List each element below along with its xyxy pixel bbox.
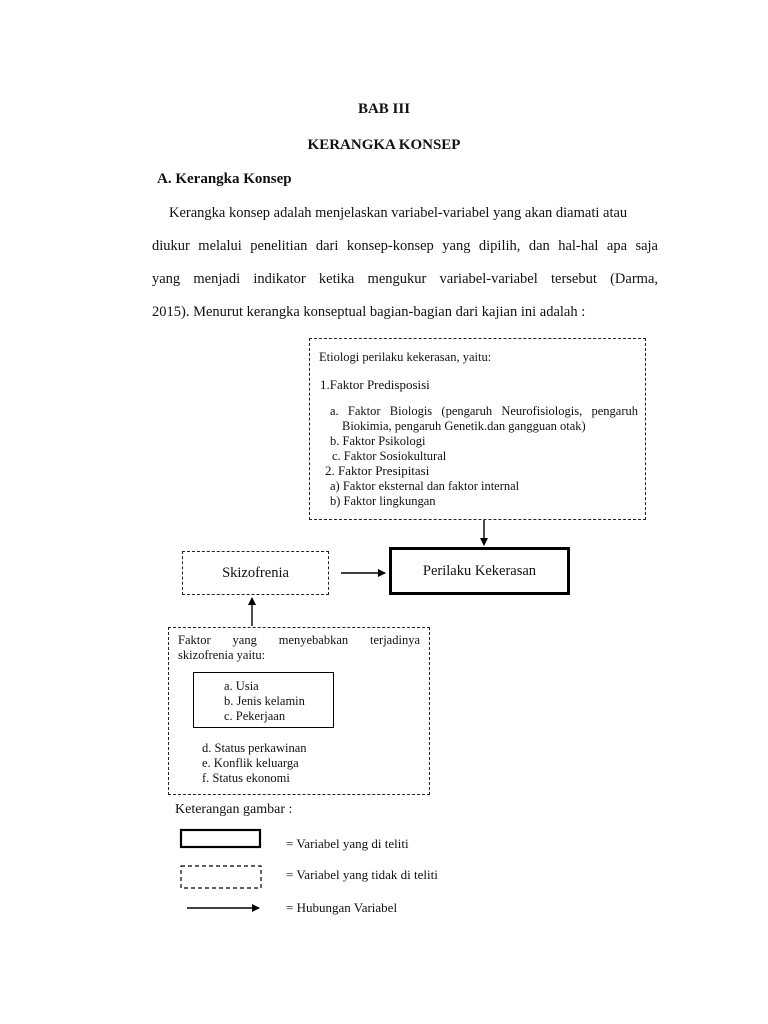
predisposing-item: Biokimia, pengaruh Genetik.dan gangguan otak): [342, 419, 586, 433]
etiology-intro: Etiologi perilaku kekerasan, yaitu:: [319, 350, 492, 364]
other-factor-item: f. Status ekonomi: [202, 771, 290, 785]
skizofrenia-box: Skizofrenia: [182, 551, 329, 595]
other-factor-item: e. Konflik keluarga: [202, 756, 299, 770]
predisposing-item: b. Faktor Psikologi: [330, 434, 426, 448]
legend-label-not-studied: = Variabel yang tidak di teliti: [286, 867, 438, 882]
studied-factors-box: [193, 672, 334, 728]
factors-intro-line: Faktor yang menyebabkan terjadinya: [178, 633, 420, 647]
predisposing-item: c. Faktor Sosiokultural: [332, 449, 447, 463]
precipitating-item: b) Faktor lingkungan: [330, 494, 436, 508]
legend-solid-symbol: [181, 830, 260, 847]
factors-intro-line: skizofrenia yaitu:: [178, 648, 266, 662]
schizo-factors-box: [168, 627, 430, 795]
predisposing-item: a. Faktor Biologis (pengaruh Neurofisiologis, pengaruh: [330, 404, 638, 418]
main-variable-box: Perilaku Kekerasan: [389, 547, 570, 595]
intro-paragraph: [152, 205, 658, 320]
legend-label-studied: = Variabel yang di teliti: [286, 836, 409, 851]
legend-title: Keterangan gambar :: [175, 802, 293, 817]
page-title: KERANGKA KONSEP: [307, 137, 461, 153]
predisposing-label: 1.Faktor Predisposisi: [320, 377, 430, 392]
studied-item: c. Pekerjaan: [224, 709, 286, 723]
precipitating-label: 2. Faktor Presipitasi: [325, 463, 430, 478]
etiology-box: [309, 338, 646, 520]
other-factor-item: d. Status perkawinan: [202, 741, 307, 755]
studied-item: b. Jenis kelamin: [224, 694, 305, 708]
chapter-heading: BAB III: [357, 101, 411, 117]
paragraph-line: 2015). Menurut kerangka konseptual bagian-bagian dari kajian ini adalah :: [152, 304, 586, 320]
paragraph-line: yang menjadi indikator ketika mengukur variabel-variabel tersebut (Darma,: [152, 271, 658, 287]
paragraph-line: diukur melalui penelitian dari konsep-konsep yang dipilih, dan hal-hal apa saja: [152, 238, 658, 254]
section-heading: A. Kerangka Konsep: [157, 171, 292, 187]
paragraph-line: Kerangka konsep adalah menjelaskan variabel-variabel yang akan diamati atau: [169, 205, 628, 221]
precipitating-item: a) Faktor eksternal dan faktor internal: [330, 479, 520, 493]
legend-dashed-symbol: [181, 866, 261, 888]
legend-label-relationship: = Hubungan Variabel: [286, 900, 398, 915]
studied-item: a. Usia: [224, 679, 259, 693]
